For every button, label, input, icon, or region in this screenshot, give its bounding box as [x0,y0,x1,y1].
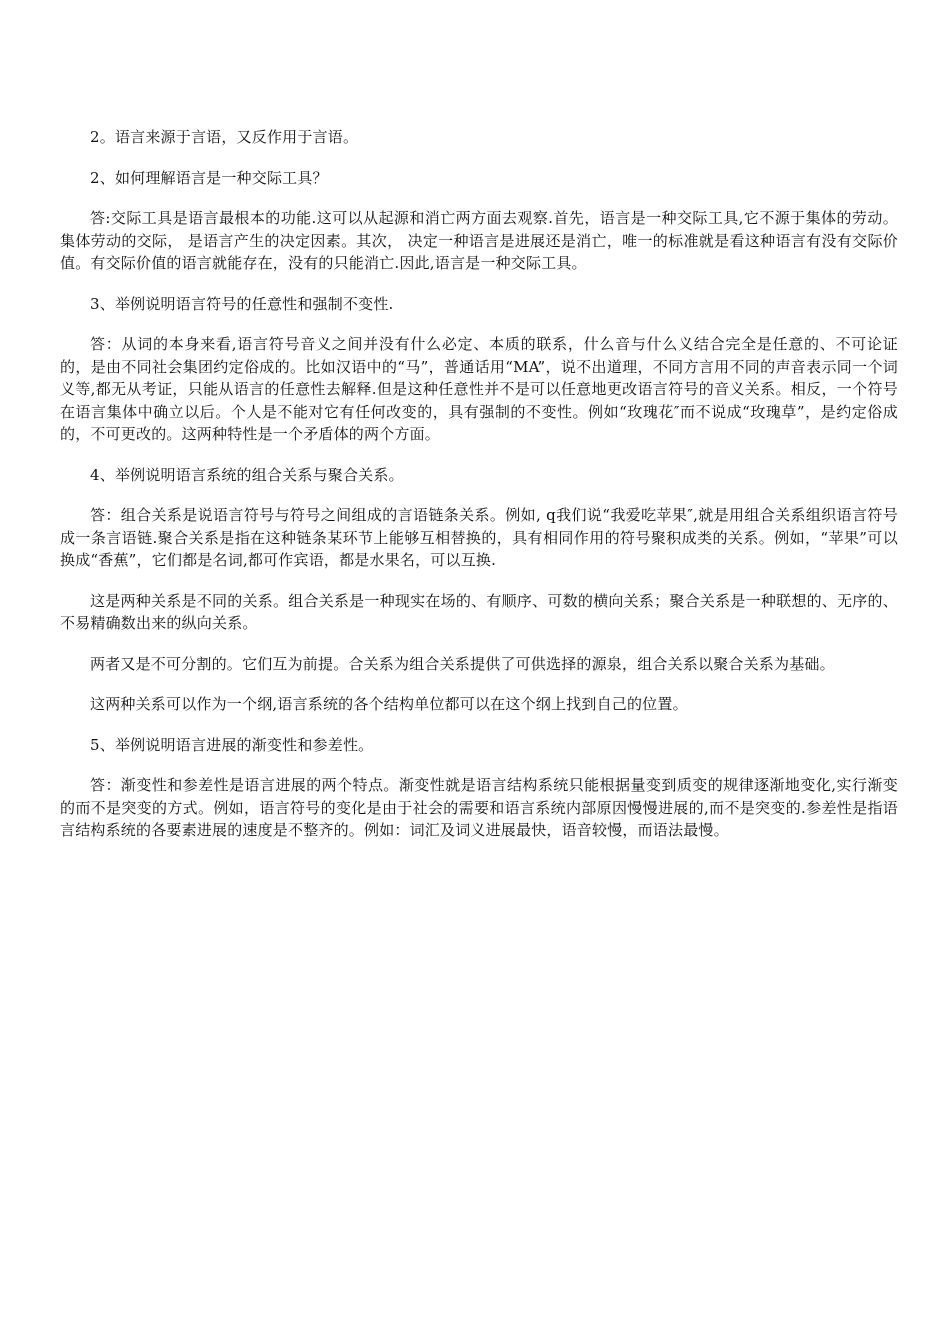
question-3-heading: 3、举例说明语言符号的任意性和强制不变性. [90,294,394,313]
answer-3-paragraph: 答：从词的本身来看,语言符号音义之间并没有什么必定、本质的联系，什么音与什么义结合完全是任意的、不可论证的，是由不同社会集团约定俗成的。比如汉语中的“马”，普通话用“MA”，说不出道理，不同方言用不同的声音表示同一个词义等,都无从考证，只能从语言的任意性去解释.但是这种任意性并不是可以任意地更改语言符号的音义关系。相反，一个符号在语言集体中确立以后。个人是不能对它有任何改变的，具有强制的不变性。例如“玫瑰花″而不说成“玫瑰草”，是约定俗成的，不可更改的。这两种特性是一个矛盾体的两个方面。 [60,335,898,443]
question-2-heading: 2、如何理解语言是一种交际工具？ [90,168,328,187]
answer-4-inseparable-paragraph: 两者又是不可分割的。它们互为前提。合关系为组合关系提供了可供选择的源泉，组合关系以聚合关系为基础。 [90,654,835,673]
answer-4-framework-paragraph: 这两种关系可以作为一个纲,语言系统的各个结构单位都可以在这个纲上找到自己的位置。 [90,695,688,713]
question-5-heading: 5、举例说明语言进展的渐变性和参差性。 [90,735,374,754]
answer-2-paragraph: 答:交际工具是语言最根本的功能.这可以从起源和消亡两方面去观察.首先，语言是一种交际工具,它不源于集体的劳动。集体劳动的交际， 是语言产生的决定因素。其次， 决定一种语言是进展还是消亡，唯一的标准就是看这种语言有没有交际价值。有交际价值的语言就能存在，没有的只能消亡.因此,语言是一种交际工具。 [60,209,898,272]
question-4-heading: 4、举例说明语言系统的组合关系与聚合关系。 [90,465,404,484]
document-page [60,126,898,860]
answer-4-difference-paragraph: 这是两种关系是不同的关系。组合关系是一种现实在场的、有顺序、可数的横向关系；聚合关系是一种联想的、无序的、不易精确数出来的纵向关系。 [60,591,898,632]
point-2-summary: 2。语言来源于言语，又反作用于言语。 [90,128,359,146]
answer-5-paragraph: 答：渐变性和参差性是语言进展的两个特点。渐变性就是语言结构系统只能根据量变到质变的规律逐渐地变化,实行渐变的而不是突变的方式。例如，语言符号的变化是由于社会的需要和语言系统内部原因慢慢进展的,而不是突变的.参差性是指语言结构系统的各要素进展的速度是不整齐的。例如：词汇及词义进展最快，语音较慢，而语法最慢。 [60,776,898,839]
answer-4-paragraph: 答：组合关系是说语言符号与符号之间组成的言语链条关系。例如, q我们说“我爱吃苹果″,就是用组合关系组织语言符号成一条言语链.聚合关系是指在这种链条某环节上能够互相替换的，具有相同作用的符号聚积成类的关系。例如，“苹果”可以换成“香蕉”，它们都是名词,都可作宾语，都是水果名，可以互换. [60,506,898,569]
